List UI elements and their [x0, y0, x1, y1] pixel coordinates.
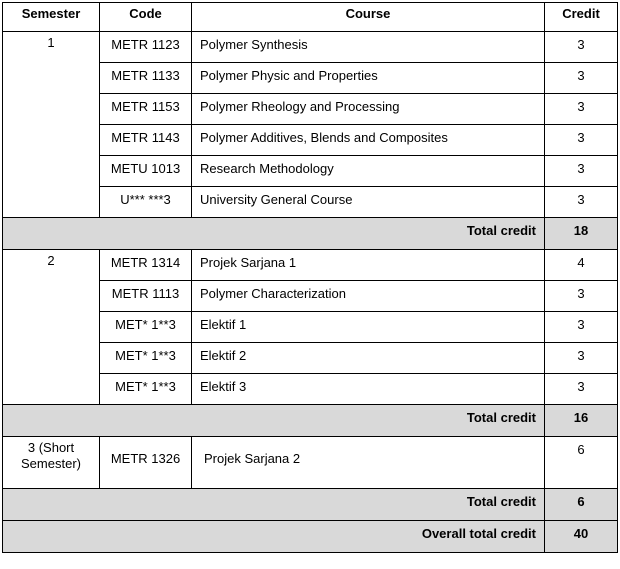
- overall-value: 40: [545, 521, 618, 553]
- semester-label-line2: Semester): [21, 456, 81, 471]
- total-label: Total credit: [3, 405, 545, 437]
- credit-cell: 3: [545, 32, 618, 63]
- header-course: Course: [192, 3, 545, 32]
- header-code: Code: [100, 3, 192, 32]
- header-credit: Credit: [545, 3, 618, 32]
- semester-cell: 2: [3, 250, 100, 405]
- total-label: Total credit: [3, 218, 545, 250]
- code-cell: METR 1314: [100, 250, 192, 281]
- overall-row: [3, 521, 618, 553]
- code-cell: U*** ***3: [100, 187, 192, 218]
- semester-label-line1: 3 (Short: [27, 440, 75, 455]
- course-cell: Polymer Synthesis: [192, 32, 545, 63]
- course-cell: Elektif 3: [192, 374, 545, 405]
- code-cell: METU 1013: [100, 156, 192, 187]
- course-cell: Elektif 2: [192, 343, 545, 374]
- credit-cell: 3: [545, 63, 618, 94]
- course-cell: Elektif 1: [192, 312, 545, 343]
- credit-cell: 3: [545, 312, 618, 343]
- credit-cell: 3: [545, 343, 618, 374]
- semester-cell: [3, 437, 100, 489]
- code-cell: METR 1133: [100, 63, 192, 94]
- total-label: Total credit: [3, 489, 545, 521]
- credit-cell: 3: [545, 374, 618, 405]
- table-row: [3, 437, 618, 489]
- credit-table: [2, 2, 618, 553]
- total-value: 6: [545, 489, 618, 521]
- course-cell: University General Course: [192, 187, 545, 218]
- code-cell: METR 1113: [100, 281, 192, 312]
- code-cell: METR 1153: [100, 94, 192, 125]
- header-semester: Semester: [3, 3, 100, 32]
- table-row: [3, 32, 618, 63]
- semester-cell: 1: [3, 32, 100, 218]
- code-cell: METR 1326: [100, 437, 192, 489]
- total-row: [3, 405, 618, 437]
- course-cell: Polymer Rheology and Processing: [192, 94, 545, 125]
- credit-cell: 3: [545, 281, 618, 312]
- credit-cell: 3: [545, 94, 618, 125]
- course-cell: Polymer Characterization: [192, 281, 545, 312]
- course-cell: Polymer Physic and Properties: [192, 63, 545, 94]
- table-row: [3, 250, 618, 281]
- course-cell: Research Methodology: [192, 156, 545, 187]
- total-value: 16: [545, 405, 618, 437]
- credit-cell: 4: [545, 250, 618, 281]
- credit-cell: 3: [545, 125, 618, 156]
- total-row: [3, 218, 618, 250]
- total-value: 18: [545, 218, 618, 250]
- total-row: [3, 489, 618, 521]
- course-cell: Projek Sarjana 2: [192, 437, 545, 489]
- header-row: [3, 3, 618, 32]
- course-cell: Polymer Additives, Blends and Composites: [192, 125, 545, 156]
- overall-label: Overall total credit: [3, 521, 545, 553]
- credit-cell: 6: [545, 437, 618, 489]
- code-cell: MET* 1**3: [100, 312, 192, 343]
- code-cell: MET* 1**3: [100, 374, 192, 405]
- credit-cell: 3: [545, 156, 618, 187]
- credit-cell: 3: [545, 187, 618, 218]
- code-cell: METR 1123: [100, 32, 192, 63]
- code-cell: MET* 1**3: [100, 343, 192, 374]
- code-cell: METR 1143: [100, 125, 192, 156]
- course-cell: Projek Sarjana 1: [192, 250, 545, 281]
